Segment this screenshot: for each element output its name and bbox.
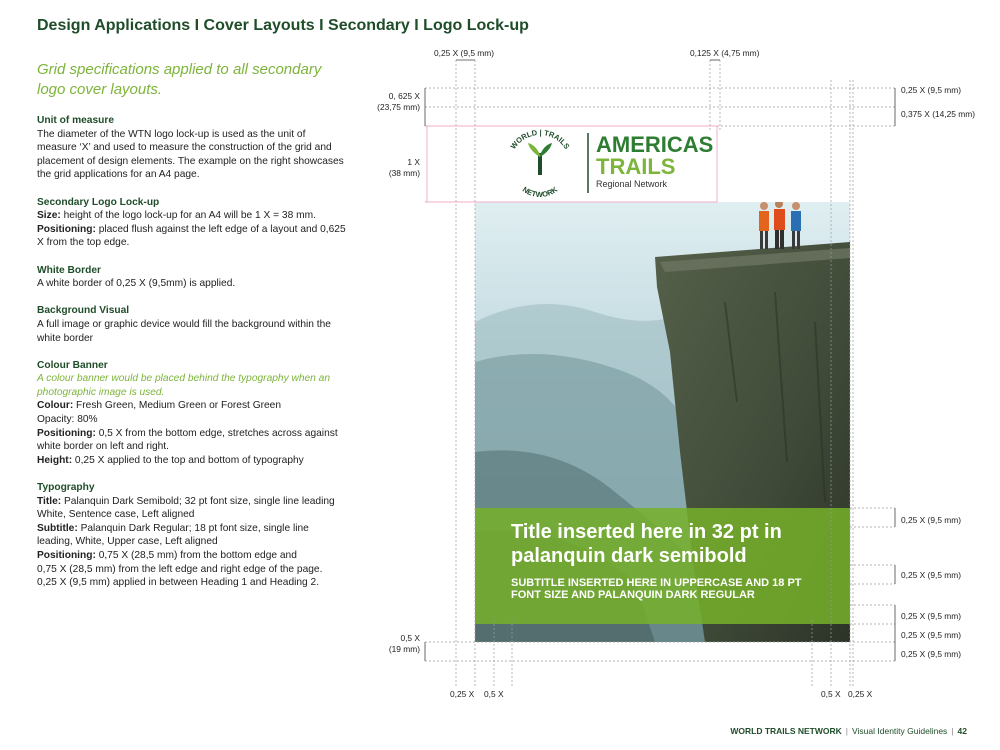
text: 0,75 X (28,5 mm) from the bottom edge and xyxy=(95,550,297,561)
dim-right-3: 0,25 X (9,5 mm) xyxy=(901,515,962,525)
section-title: Secondary Logo Lock-up xyxy=(37,196,160,208)
section-title: White Border xyxy=(37,264,101,276)
dim-top-mid: 0,125 X (4,75 mm) xyxy=(690,48,760,58)
text: placed flush against the left edge of a layout and 0,625 X from the top edge. xyxy=(37,223,346,249)
text: height of the logo lock-up for an A4 will be 1 X = 38 mm. xyxy=(60,210,316,222)
logo-line-1: AMERICAS xyxy=(596,132,714,157)
text: Fresh Green, Medium Green or Forest Green xyxy=(73,400,282,412)
intro-text: Grid specifications applied to all secondary logo cover layouts. xyxy=(37,61,322,98)
label: Subtitle: xyxy=(37,522,78,534)
text: 0,5 X from the bottom edge, stretches across against white border on left and right. xyxy=(37,427,338,453)
dim-left-logo: 1 X (38 mm) xyxy=(388,157,420,178)
footer-org: WORLD TRAILS NETWORK xyxy=(730,726,842,736)
footer-separator: | xyxy=(951,726,954,736)
dim-top-left: 0,25 X (9,5 mm) xyxy=(434,48,495,58)
dim-left-bottom: 0,5 X (19 mm) xyxy=(388,633,420,654)
dim-right-2: 0,375 X (14,25 mm) xyxy=(901,109,976,119)
section-body: A full image or graphic device would fill the background within the white border xyxy=(37,318,331,344)
logo-ring-bottom: NETWORK xyxy=(520,184,560,199)
label: Positioning: xyxy=(37,223,96,235)
footer-page-number: 42 xyxy=(957,726,967,736)
dim-right-6: 0,25 X (9,5 mm) xyxy=(901,630,962,640)
dim-bottom-1: 0,25 X xyxy=(450,689,475,699)
dim-bottom-3: 0,5 X xyxy=(821,689,841,699)
label: Positioning: xyxy=(37,550,96,561)
section-title: Unit of measure xyxy=(37,115,114,126)
banner-opacity: Opacity: 80% xyxy=(37,414,98,426)
dim-bottom-2: 0,5 X xyxy=(484,689,504,699)
text: Palanquin Dark Semibold; 32 pt font size, single line leading White, Sentence case, Left aligned xyxy=(37,495,335,521)
typo-line2: 0,75 X (28,5 mm) from the left edge and right edge of the page. xyxy=(37,563,323,575)
typo-line3: 0,25 X (9,5 mm) applied in between Heading 1 and Heading 2. xyxy=(37,577,320,589)
footer-separator: | xyxy=(845,726,849,736)
section-body: A white border of 0,25 X (9,5mm) is applied. xyxy=(37,278,236,290)
dim-right-7: 0,25 X (9,5 mm) xyxy=(901,649,962,659)
banner-title: Title inserted here in 32 pt in palanquin dark semibold xyxy=(511,521,782,567)
label: Size: xyxy=(37,210,61,222)
label: Title: xyxy=(37,495,62,507)
label: Colour: xyxy=(37,400,74,412)
section-body: The diameter of the WTN logo lock-up is used as the unit of measure ‘X’ and used to measure the construction of the grid and placement of design elements. The example on the right showcases the grid applications for an A4 page. xyxy=(37,128,344,181)
footer-doc: Visual Identity Guidelines xyxy=(852,726,948,736)
section-title: Colour Banner xyxy=(37,359,108,371)
dim-right-1: 0,25 X (9,5 mm) xyxy=(901,85,962,95)
dim-bottom-4: 0,25 X xyxy=(848,689,873,699)
section-title: Typography xyxy=(37,482,95,494)
logo-ring-top: WORLD | TRAILS xyxy=(508,127,572,151)
label: Positioning: xyxy=(37,427,96,439)
section-title: Background Visual xyxy=(37,305,130,317)
dim-right-5: 0,25 X (9,5 mm) xyxy=(901,611,962,621)
dim-left-top: 0, 625 X (23,75 mm) xyxy=(377,91,420,112)
banner-subtitle: SUBTITLE INSERTED HERE IN UPPERCASE AND 18 PT FONT SIZE AND PALANQUIN DARK REGULAR xyxy=(511,577,802,601)
label: Height: xyxy=(37,454,73,466)
text: 0,25 X applied to the top and bottom of typography xyxy=(72,454,304,466)
banner-note: A colour banner would be placed behind the typography when an photographic image is used. xyxy=(37,373,331,398)
page-heading: Design Applications I Cover Layouts I Secondary I Logo Lock-up xyxy=(37,17,529,34)
logo-line-3: Regional Network xyxy=(596,179,668,189)
logo-line-2: TRAILS xyxy=(596,154,676,179)
dim-right-4: 0,25 X (9,5 mm) xyxy=(901,570,962,580)
text: Palanquin Dark Regular; 18 pt font size, single line leading, White, Upper case, Left aligned xyxy=(37,522,309,548)
page-footer xyxy=(730,726,967,736)
